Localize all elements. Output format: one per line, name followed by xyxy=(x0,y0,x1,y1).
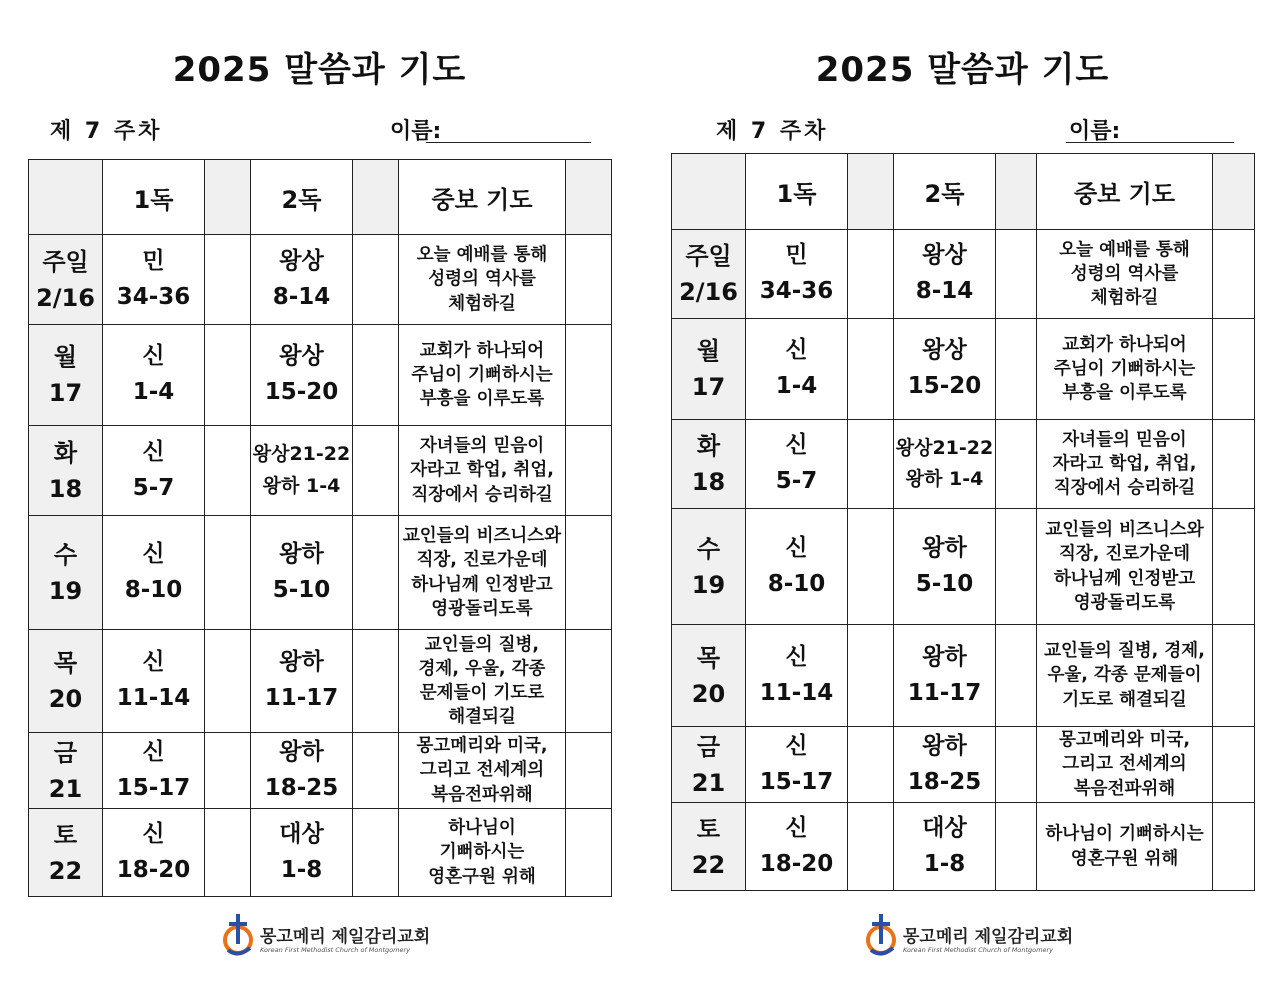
reading2-checkbox[interactable] xyxy=(353,235,399,325)
day-date: 22 xyxy=(691,850,726,879)
prayer-line: 복음전파위해 xyxy=(431,784,533,805)
prayer-checkbox[interactable] xyxy=(566,325,612,426)
reading1-range: 18-20 xyxy=(116,856,191,883)
prayer-cell xyxy=(1037,230,1213,319)
table-row xyxy=(672,727,1255,803)
reading2-checkbox[interactable] xyxy=(996,319,1037,420)
day-name: 목 xyxy=(53,649,78,677)
day-date: 22 xyxy=(48,856,83,885)
header-blank xyxy=(672,154,746,230)
church-name-english: Korean First Methodist Church of Montgomery xyxy=(903,946,1053,954)
reading1-cell xyxy=(746,319,848,420)
reading1-checkbox[interactable] xyxy=(848,230,894,319)
day-name: 수 xyxy=(53,540,78,569)
prayer-line: 오늘 예배를 통해 xyxy=(416,245,548,266)
reading2-cell xyxy=(251,733,353,809)
prayer-line: 하나님이 xyxy=(448,818,516,839)
table-row xyxy=(672,509,1255,625)
reading2-cell xyxy=(251,426,353,516)
day-date: 19 xyxy=(48,576,83,605)
reading2-cell xyxy=(251,630,353,733)
reading1-range: 15-17 xyxy=(116,774,191,801)
reading2-line: 왕상 xyxy=(922,337,967,364)
day-cell xyxy=(672,420,746,509)
reading2-line: 왕상 xyxy=(922,242,967,269)
reading1-cell xyxy=(103,235,205,325)
reading1-range: 1-4 xyxy=(132,379,175,405)
prayer-line: 영혼구원 위해 xyxy=(428,866,536,887)
reading2-cell xyxy=(251,325,353,426)
reading2-line: 왕하 xyxy=(279,738,324,765)
reading1-cell xyxy=(103,733,205,809)
name-label: 이름: xyxy=(390,119,442,144)
reading1-cell xyxy=(103,516,205,630)
prayer-line: 해결되길 xyxy=(448,707,516,728)
day-date: 19 xyxy=(691,570,726,599)
reading1-cell xyxy=(103,809,205,897)
reading2-line: 5-10 xyxy=(915,570,974,597)
church-name: 몽고메리 제일감리교회 xyxy=(903,927,1074,947)
reading1-cell xyxy=(746,625,848,727)
check-column-header xyxy=(848,154,894,230)
reading2-cell xyxy=(894,230,996,319)
prayer-checkbox[interactable] xyxy=(566,426,612,516)
day-date: 20 xyxy=(691,679,726,708)
prayer-checkbox[interactable] xyxy=(1213,319,1255,420)
reading1-range: 34-36 xyxy=(116,283,191,310)
reading1-range: 18-20 xyxy=(759,850,834,877)
table-row xyxy=(29,325,612,426)
day-name: 월 xyxy=(53,343,78,371)
check-column-header xyxy=(566,160,612,235)
reading2-line: 왕하 xyxy=(922,643,967,670)
day-name: 월 xyxy=(696,337,721,365)
day-cell xyxy=(672,319,746,420)
day-cell xyxy=(672,625,746,727)
table-row xyxy=(29,733,612,809)
reading1-book: 신 xyxy=(142,343,165,370)
reading2-line: 15-20 xyxy=(907,373,982,399)
reading1-checkbox[interactable] xyxy=(205,426,251,516)
day-cell xyxy=(29,516,103,630)
prayer-cell xyxy=(1037,420,1213,509)
reading2-cell xyxy=(894,509,996,625)
reading1-cell xyxy=(103,426,205,516)
reading2-checkbox[interactable] xyxy=(353,516,399,630)
reading2-line: 5-10 xyxy=(272,576,331,603)
table-row xyxy=(672,319,1255,420)
check-column-header xyxy=(1213,154,1255,230)
reading1-range: 5-7 xyxy=(775,468,818,494)
reading1-checkbox[interactable] xyxy=(848,727,894,803)
prayer-line: 직장에서 승리하길 xyxy=(1053,478,1196,499)
day-name: 금 xyxy=(53,738,78,767)
day-cell xyxy=(672,803,746,891)
reading2-line: 왕상 xyxy=(279,247,324,274)
prayer-line: 직장에서 승리하길 xyxy=(411,484,553,505)
reading1-cell xyxy=(103,325,205,426)
church-logo xyxy=(220,910,431,962)
day-name: 토 xyxy=(696,814,721,843)
table-row xyxy=(29,426,612,516)
reading1-book: 신 xyxy=(785,534,808,561)
day-cell xyxy=(29,325,103,426)
sheet-title: 2025 말씀과 기도 xyxy=(172,50,467,90)
reading2-cell xyxy=(894,420,996,509)
reading2-checkbox[interactable] xyxy=(353,325,399,426)
reading1-book: 신 xyxy=(785,337,808,364)
left-sheet xyxy=(28,0,628,989)
day-name: 화 xyxy=(53,438,78,467)
reading1-checkbox[interactable] xyxy=(205,733,251,809)
reading1-cell xyxy=(746,420,848,509)
prayer-cell xyxy=(399,733,566,809)
prayer-line: 성령의 역사를 xyxy=(1070,263,1179,284)
prayer-line: 교인들의 질병, 경제, xyxy=(1044,641,1205,662)
reading-plan-table xyxy=(671,153,1255,891)
church-logo-icon xyxy=(220,910,260,962)
prayer-line: 영혼구원 위해 xyxy=(1070,848,1179,869)
day-name: 주일 xyxy=(42,247,89,276)
prayer-line: 주님이 기뻐하시는 xyxy=(411,364,553,385)
church-logo-icon xyxy=(863,910,903,962)
reading2-checkbox[interactable] xyxy=(996,803,1037,891)
name-field-line[interactable] xyxy=(426,142,591,143)
table-row xyxy=(672,420,1255,509)
reading2-line: 왕상21-22 xyxy=(895,436,994,459)
reading2-cell xyxy=(251,516,353,630)
table-row xyxy=(29,516,612,630)
name-label: 이름: xyxy=(1069,119,1121,144)
header-prayer: 중보 기도 xyxy=(1037,154,1213,230)
prayer-cell xyxy=(1037,319,1213,420)
reading2-line: 8-14 xyxy=(915,278,974,304)
reading2-checkbox[interactable] xyxy=(996,230,1037,319)
prayer-checkbox[interactable] xyxy=(1213,420,1255,509)
prayer-cell xyxy=(399,235,566,325)
reading2-line: 1-8 xyxy=(923,850,966,877)
reading1-book: 신 xyxy=(785,643,808,670)
reading2-line: 11-17 xyxy=(264,685,339,711)
prayer-line: 자라고 학업, 취업, xyxy=(410,460,554,481)
day-cell xyxy=(672,230,746,319)
day-name: 토 xyxy=(53,820,78,849)
reading1-range: 8-10 xyxy=(124,576,183,603)
day-cell xyxy=(29,235,103,325)
check-column-header xyxy=(996,154,1037,230)
reading2-line: 8-14 xyxy=(272,283,331,310)
reading1-book: 신 xyxy=(142,820,165,847)
reading2-checkbox[interactable] xyxy=(996,625,1037,727)
reading1-book: 신 xyxy=(785,732,808,759)
day-name: 수 xyxy=(696,534,721,563)
table-row xyxy=(29,235,612,325)
table-header-row xyxy=(672,154,1255,230)
reading1-range: 34-36 xyxy=(759,278,834,304)
reading1-book: 민 xyxy=(785,242,808,269)
reading1-book: 민 xyxy=(142,247,165,274)
reading2-cell xyxy=(894,625,996,727)
reading2-line: 대상 xyxy=(922,814,967,841)
prayer-line: 기뻐하시는 xyxy=(439,842,525,863)
prayer-checkbox[interactable] xyxy=(1213,625,1255,727)
prayer-cell xyxy=(399,516,566,630)
reading2-cell xyxy=(251,809,353,897)
reading1-cell xyxy=(746,803,848,891)
prayer-line: 영광돌리도록 xyxy=(431,598,533,619)
day-date: 21 xyxy=(691,768,726,797)
prayer-line: 교인들의 질병, xyxy=(424,634,540,655)
reading2-line: 왕상 xyxy=(279,343,324,370)
reading2-checkbox[interactable] xyxy=(353,630,399,733)
reading2-line: 왕하 xyxy=(922,732,967,759)
prayer-checkbox[interactable] xyxy=(1213,230,1255,319)
reading1-book: 신 xyxy=(142,438,165,465)
day-cell xyxy=(29,426,103,516)
reading2-line: 왕하 xyxy=(922,534,967,561)
prayer-line: 하나님께 인정받고 xyxy=(1053,568,1196,589)
prayer-checkbox[interactable] xyxy=(566,630,612,733)
prayer-line: 부흥을 이루도록 xyxy=(419,389,545,410)
prayer-line: 오늘 예배를 통해 xyxy=(1059,239,1190,260)
table-row xyxy=(29,630,612,733)
header-blank xyxy=(29,160,103,235)
prayer-line: 자녀들의 믿음이 xyxy=(419,436,545,457)
reading1-checkbox[interactable] xyxy=(848,319,894,420)
day-date: 2/16 xyxy=(679,278,738,306)
reading1-checkbox[interactable] xyxy=(205,809,251,897)
reading1-book: 신 xyxy=(785,814,808,841)
reading2-cell xyxy=(894,319,996,420)
reading1-cell xyxy=(746,727,848,803)
prayer-cell xyxy=(1037,625,1213,727)
name-field-line[interactable] xyxy=(1066,142,1234,143)
day-date: 18 xyxy=(691,468,726,496)
prayer-checkbox[interactable] xyxy=(1213,727,1255,803)
reading1-checkbox[interactable] xyxy=(848,420,894,509)
reading2-line: 대상 xyxy=(279,820,324,847)
day-cell xyxy=(29,630,103,733)
prayer-line: 몽고메리와 미국, xyxy=(416,736,548,757)
check-column-header xyxy=(353,160,399,235)
reading1-checkbox[interactable] xyxy=(205,630,251,733)
reading-plan-table xyxy=(28,159,612,897)
header-reading1: 1독 xyxy=(746,154,848,230)
prayer-line: 자라고 학업, 취업, xyxy=(1052,453,1197,474)
prayer-checkbox[interactable] xyxy=(566,235,612,325)
reading1-cell xyxy=(103,630,205,733)
prayer-line: 문제들이 기도로 xyxy=(419,683,545,703)
prayer-line: 성령의 역사를 xyxy=(428,269,536,290)
reading1-range: 11-14 xyxy=(116,685,191,711)
prayer-line: 직장, 진로가운데 xyxy=(416,550,548,571)
prayer-checkbox[interactable] xyxy=(1213,803,1255,891)
reading1-checkbox[interactable] xyxy=(205,325,251,426)
prayer-line: 체험하길 xyxy=(1090,288,1159,309)
reading1-checkbox[interactable] xyxy=(205,516,251,630)
prayer-cell xyxy=(1037,803,1213,891)
reading2-cell xyxy=(894,727,996,803)
reading1-range: 11-14 xyxy=(759,679,834,706)
prayer-line: 자녀들의 믿음이 xyxy=(1062,429,1187,450)
church-logo xyxy=(863,910,1074,962)
day-name: 주일 xyxy=(685,242,732,270)
prayer-line: 그리고 전세계의 xyxy=(1062,754,1187,775)
sheet-title: 2025 말씀과 기도 xyxy=(815,50,1110,90)
prayer-checkbox[interactable] xyxy=(566,809,612,897)
table-header-row xyxy=(29,160,612,235)
prayer-line: 체험하길 xyxy=(448,293,516,314)
prayer-line: 우울, 각종 문제들이 xyxy=(1047,665,1202,686)
prayer-line: 영광돌리도록 xyxy=(1073,592,1176,613)
table-row xyxy=(672,803,1255,891)
prayer-line: 주님이 기뻐하시는 xyxy=(1053,358,1196,379)
reading2-cell xyxy=(251,235,353,325)
table-row xyxy=(672,230,1255,319)
reading2-line: 18-25 xyxy=(907,768,982,795)
reading2-checkbox[interactable] xyxy=(353,733,399,809)
reading1-range: 8-10 xyxy=(767,570,826,597)
reading1-checkbox[interactable] xyxy=(848,509,894,625)
prayer-cell xyxy=(1037,727,1213,803)
reading2-cell xyxy=(894,803,996,891)
day-date: 18 xyxy=(48,474,83,503)
reading1-checkbox[interactable] xyxy=(848,803,894,891)
reading2-line: 왕하 xyxy=(279,540,324,567)
day-date: 2/16 xyxy=(36,283,95,312)
day-date: 17 xyxy=(691,373,726,401)
day-cell xyxy=(29,733,103,809)
day-name: 목 xyxy=(696,643,721,672)
table-row xyxy=(672,625,1255,727)
reading1-range: 5-7 xyxy=(132,474,175,501)
prayer-line: 교회가 하나되어 xyxy=(419,340,545,361)
prayer-line: 하나님께 인정받고 xyxy=(411,574,553,595)
prayer-line: 교회가 하나되어 xyxy=(1062,334,1187,355)
prayer-cell xyxy=(1037,509,1213,625)
prayer-cell xyxy=(399,426,566,516)
prayer-line: 몽고메리와 미국, xyxy=(1058,730,1191,751)
prayer-line: 그리고 전세계의 xyxy=(419,760,545,781)
reading2-line: 18-25 xyxy=(264,774,339,801)
day-name: 금 xyxy=(696,732,721,761)
reading2-checkbox[interactable] xyxy=(996,420,1037,509)
prayer-line: 교인들의 비즈니스와 xyxy=(1045,520,1204,541)
day-name: 화 xyxy=(696,432,721,460)
prayer-line: 기도로 해결되길 xyxy=(1062,689,1187,710)
reading2-checkbox[interactable] xyxy=(353,426,399,516)
day-date: 20 xyxy=(48,685,83,713)
header-reading2: 2독 xyxy=(251,160,353,235)
reading1-cell xyxy=(746,509,848,625)
day-date: 17 xyxy=(48,379,83,407)
reading1-range: 1-4 xyxy=(775,373,818,399)
reading2-line: 왕상21-22 xyxy=(252,443,351,466)
reading1-cell xyxy=(746,230,848,319)
church-name-english: Korean First Methodist Church of Montgomery xyxy=(260,946,410,954)
prayer-line: 경제, 우울, 각종 xyxy=(418,658,546,679)
header-reading2: 2독 xyxy=(894,154,996,230)
reading2-line: 15-20 xyxy=(264,379,339,405)
reading2-line: 1-8 xyxy=(280,856,323,883)
reading2-line: 왕하 1-4 xyxy=(262,474,341,497)
reading2-checkbox[interactable] xyxy=(996,727,1037,803)
header-prayer: 중보 기도 xyxy=(399,160,566,235)
reading1-book: 신 xyxy=(142,540,165,567)
prayer-checkbox[interactable] xyxy=(1213,509,1255,625)
reading1-checkbox[interactable] xyxy=(848,625,894,727)
week-label: 제 7 주차 xyxy=(716,119,829,144)
reading2-line: 왕하 1-4 xyxy=(905,468,984,490)
reading1-book: 신 xyxy=(785,432,808,459)
prayer-line: 복음전파위해 xyxy=(1073,778,1176,799)
reading1-checkbox[interactable] xyxy=(205,235,251,325)
prayer-line: 교인들의 비즈니스와 xyxy=(402,526,562,547)
day-cell xyxy=(29,809,103,897)
day-date: 21 xyxy=(48,774,83,803)
prayer-cell xyxy=(399,630,566,733)
reading2-line: 왕하 xyxy=(279,649,324,676)
header-reading1: 1독 xyxy=(103,160,205,235)
prayer-cell xyxy=(399,325,566,426)
reading1-book: 신 xyxy=(142,738,165,765)
prayer-cell xyxy=(399,809,566,897)
table-row xyxy=(29,809,612,897)
prayer-line: 직장, 진로가운데 xyxy=(1058,544,1191,565)
day-cell xyxy=(672,509,746,625)
reading2-checkbox[interactable] xyxy=(353,809,399,897)
reading1-range: 15-17 xyxy=(759,768,834,795)
check-column-header xyxy=(205,160,251,235)
prayer-checkbox[interactable] xyxy=(566,733,612,809)
prayer-line: 부흥을 이루도록 xyxy=(1062,383,1187,404)
reading2-line: 11-17 xyxy=(907,679,982,706)
reading2-checkbox[interactable] xyxy=(996,509,1037,625)
prayer-checkbox[interactable] xyxy=(566,516,612,630)
week-label: 제 7 주차 xyxy=(50,119,163,144)
right-sheet xyxy=(671,0,1271,989)
day-cell xyxy=(672,727,746,803)
prayer-line: 하나님이 기뻐하시는 xyxy=(1045,824,1204,845)
church-name: 몽고메리 제일감리교회 xyxy=(260,927,431,947)
reading1-book: 신 xyxy=(142,649,165,676)
